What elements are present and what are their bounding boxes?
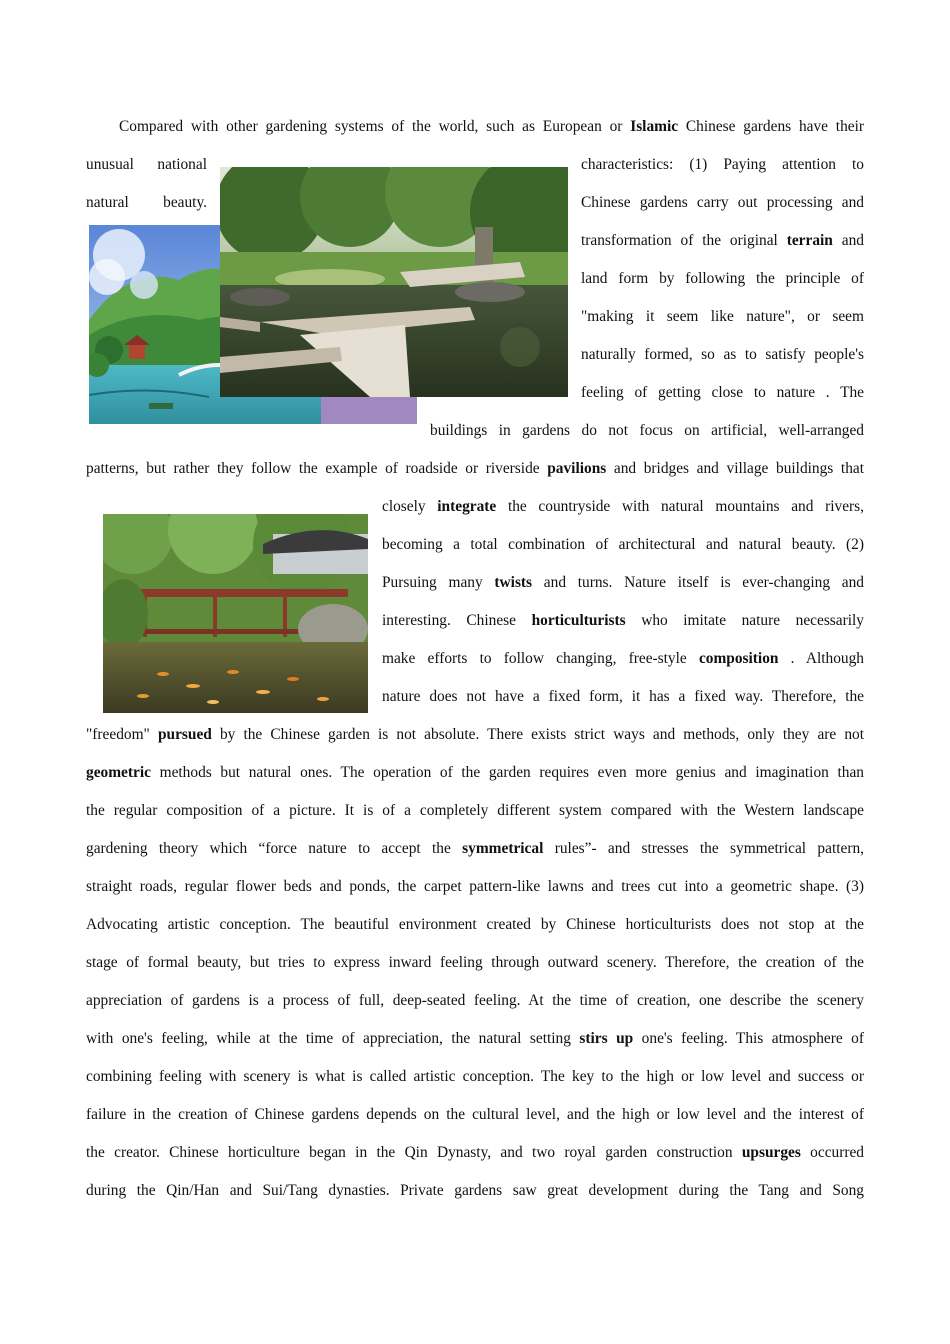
text-run: natural beauty. <box>86 194 207 211</box>
text-run: naturally formed, so as to satisfy people's <box>581 346 864 363</box>
text-run: failure in the creation of Chinese gardens depends on the cultural level, and the high or low level and the interest of <box>86 1106 864 1123</box>
text-run: by the Chinese garden is not absolute. There exists strict ways and methods, only they are not <box>211 726 865 743</box>
body-line <box>86 1181 864 1201</box>
text-run: one's feeling. This atmosphere of <box>633 1030 864 1047</box>
body-line <box>581 193 864 213</box>
text-run: transformation of the original <box>581 232 787 249</box>
text-run: "freedom" <box>86 726 158 743</box>
body-line <box>86 877 864 897</box>
bold-term: integrate <box>437 498 497 515</box>
body-line <box>581 345 864 365</box>
body-line <box>581 231 864 251</box>
text-run: interesting. Chinese <box>382 612 532 629</box>
text-run: patterns, but rather they follow the example of roadside or riverside <box>86 460 548 477</box>
text-run: stage of formal beauty, but tries to express inward feeling through outward scenery. Therefore, the creation of the <box>86 954 864 971</box>
bold-term: terrain <box>786 232 833 249</box>
body-line <box>86 193 207 213</box>
text-run: Chinese gardens carry out processing and <box>581 194 864 211</box>
text-run: . Although <box>778 650 865 667</box>
bold-term: pavilions <box>547 460 607 477</box>
text-run: nature does not have a fixed form, it has a fixed way. Therefore, the <box>382 688 864 705</box>
bold-term: Islamic <box>630 118 679 135</box>
text-run: the countryside with natural mountains and rivers, <box>496 498 864 515</box>
body-line <box>86 953 864 973</box>
body-line <box>86 1029 864 1049</box>
body-line <box>86 459 864 479</box>
text-run: rules”- and stresses the symmetrical pattern, <box>543 840 864 857</box>
bold-term: pursued <box>157 726 212 743</box>
text-run: closely <box>382 498 438 515</box>
text-run: and bridges and village buildings that <box>606 460 864 477</box>
body-line <box>86 839 864 859</box>
body-line <box>430 421 864 441</box>
koi-pond-pavilion-photo <box>103 514 368 713</box>
body-line <box>119 117 864 137</box>
text-run: who imitate nature necessarily <box>625 612 865 629</box>
body-line <box>86 763 864 783</box>
body-line <box>581 155 864 175</box>
text-run: Pursuing many <box>382 574 495 591</box>
text-run: straight roads, regular flower beds and ponds, the carpet pattern-like lawns and trees cut into a geometric shape. (3) <box>86 878 864 895</box>
body-line <box>86 915 864 935</box>
body-line <box>382 497 864 517</box>
text-run: and <box>832 232 864 249</box>
body-line <box>86 991 864 1011</box>
text-run: during the Qin/Han and Sui/Tang dynasties. Private gardens saw great development during the Tang and Song <box>86 1182 864 1199</box>
body-line <box>382 573 864 593</box>
text-run: appreciation of gardens is a process of full, deep-seated feeling. At the time of creation, one describe the scenery <box>86 992 864 1009</box>
bold-term: symmetrical <box>462 840 544 857</box>
body-line <box>382 687 864 707</box>
garden-boardwalk-photo <box>220 167 568 397</box>
text-run: combining feeling with scenery is what is called artistic conception. The key to the high or low level and success or <box>86 1068 864 1085</box>
bold-term: upsurges <box>741 1144 801 1161</box>
bold-term: stirs up <box>579 1030 634 1047</box>
bold-term: composition <box>698 650 779 667</box>
body-line <box>86 155 207 175</box>
body-line <box>86 1067 864 1087</box>
text-run: Advocating artistic conception. The beautiful environment created by Chinese horticulturists does not stop at the <box>86 916 864 933</box>
text-run: and turns. Nature itself is ever-changing and <box>532 574 864 591</box>
text-run: buildings in gardens do not focus on artificial, well-arranged <box>430 422 864 439</box>
text-run: gardening theory which “force nature to accept the <box>86 840 463 857</box>
text-run: characteristics: (1) Paying attention to <box>581 156 864 173</box>
body-line <box>382 611 864 631</box>
text-run: methods but natural ones. The operation of the garden requires even more genius and imagination than <box>150 764 864 781</box>
text-run: unusual national <box>86 156 207 173</box>
text-run: feeling of getting close to nature . The <box>581 384 864 401</box>
text-run: Chinese gardens have their <box>678 118 865 135</box>
bold-term: geometric <box>86 764 151 781</box>
body-line <box>86 1105 864 1125</box>
text-run: land form by following the principle of <box>581 270 864 287</box>
body-line <box>382 649 864 669</box>
text-run: with one's feeling, while at the time of appreciation, the natural setting <box>86 1030 580 1047</box>
text-run: make efforts to follow changing, free-style <box>382 650 699 667</box>
body-line <box>382 535 864 555</box>
body-line <box>581 269 864 289</box>
text-run: the regular composition of a picture. It is of a completely different system compared with the Western landscape <box>86 802 864 819</box>
body-line <box>581 307 864 327</box>
text-run: "making it seem like nature", or seem <box>581 308 864 325</box>
bold-term: twists <box>494 574 533 591</box>
body-line <box>581 383 864 403</box>
text-run: becoming a total combination of architectural and natural beauty. (2) <box>382 536 864 553</box>
body-line <box>86 725 864 745</box>
text-run: occurred <box>800 1144 864 1161</box>
text-run: Compared with other gardening systems of the world, such as European or <box>119 118 631 135</box>
text-run: the creator. Chinese horticulture began in the Qin Dynasty, and two royal garden construction <box>86 1144 742 1161</box>
bold-term: horticulturists <box>531 612 626 629</box>
body-line <box>86 801 864 821</box>
body-line <box>86 1143 864 1163</box>
